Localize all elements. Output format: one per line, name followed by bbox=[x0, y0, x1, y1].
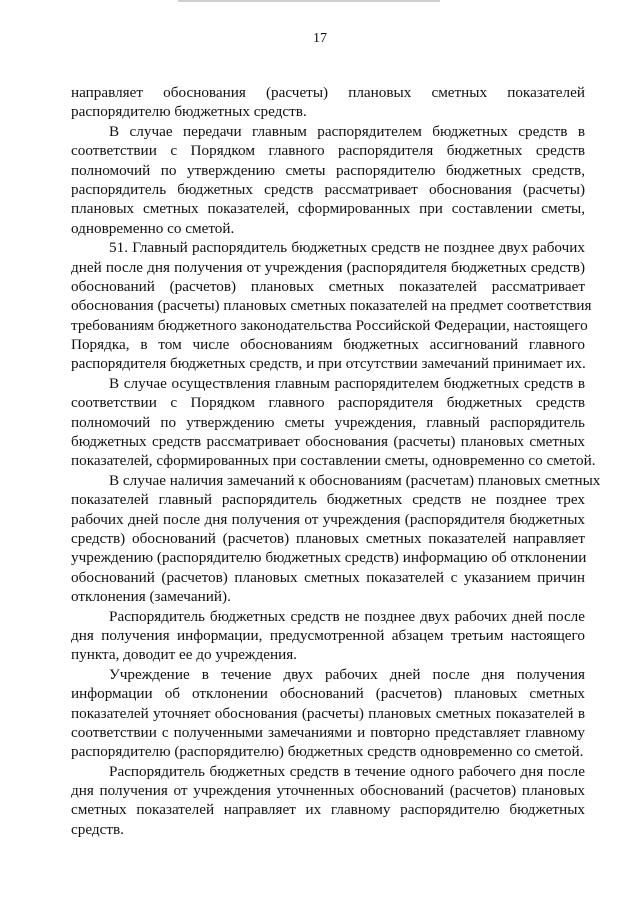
text-line: дня получения информации, предусмотренной абзацем третьим настоящего bbox=[71, 626, 585, 644]
text-line: Распорядитель бюджетных средств не позднее двух рабочих дней после bbox=[109, 607, 585, 625]
text-line: средств. bbox=[71, 820, 124, 838]
text-line: обоснований (расчетов) плановых сметных показателей рассматривает bbox=[71, 277, 585, 295]
text-line: распорядителя бюджетных средств, и при отсутствии замечаний принимает их. bbox=[71, 355, 586, 373]
text-line: полномочий по утверждению сметы распорядителю бюджетных средств, bbox=[71, 161, 585, 179]
text-line: Распорядитель бюджетных средств в течение одного рабочего дня после bbox=[109, 762, 585, 780]
text-line: Порядка, в том числе обоснованиям бюджетных ассигнований главного bbox=[71, 336, 585, 354]
text-line: дня получения от учреждения уточненных обоснований (расчетов) плановых bbox=[71, 782, 585, 800]
text-line: учреждению (распорядителю бюджетных средств) информацию об отклонении bbox=[71, 549, 587, 567]
paragraph bbox=[71, 122, 585, 238]
text-line: сметных показателей направляет их главному распорядителю бюджетных bbox=[71, 801, 585, 819]
paragraph bbox=[71, 238, 592, 374]
text-line: В случае осуществления главным распорядителем бюджетных средств в bbox=[109, 374, 585, 392]
text-line: распорядителю бюджетных средств. bbox=[71, 103, 307, 121]
text-line: соответствии с Порядком главного распорядителя бюджетных средств bbox=[71, 394, 585, 412]
text-line: показателей главный распорядитель бюджетных средств не позднее трех bbox=[71, 491, 585, 509]
paragraph bbox=[71, 607, 585, 665]
text-line: Учреждение в течение двух рабочих дней после дня получения bbox=[109, 665, 585, 683]
text-line: направляет обоснования (расчеты) плановых сметных показателей bbox=[71, 84, 585, 101]
text-line: средств) обоснований (расчетов) плановых сметных показателей направляет bbox=[71, 529, 585, 547]
text-line: соответствии с Порядком главного распорядителя бюджетных средств bbox=[71, 142, 585, 160]
text-line: В случае наличия замечаний к обоснованиям (расчетам) плановых сметных bbox=[109, 471, 601, 489]
text-line: обоснований (расчетов) плановых сметных показателей с указанием причин bbox=[71, 568, 585, 586]
text-line: полномочий по утверждению сметы учреждения, главный распорядитель bbox=[71, 413, 585, 431]
text-line: информации об отклонении обоснований (расчетов) плановых сметных bbox=[71, 685, 585, 703]
text-line: обоснования (расчеты) плановых сметных показателей на предмет соответствия bbox=[71, 297, 592, 315]
paragraph bbox=[71, 374, 596, 471]
text-line: дней после дня получения от учреждения (распорядителя бюджетных средств) bbox=[71, 258, 585, 276]
text-line: плановых сметных показателей, сформированных при составлении сметы, bbox=[71, 200, 585, 218]
text-line: распорядитель бюджетных средств рассматривает обоснования (расчеты) bbox=[71, 180, 585, 198]
text-line: соответствии с полученными замечаниями и повторно представляет главному bbox=[71, 723, 585, 741]
paragraph bbox=[71, 471, 601, 607]
page-top-edge bbox=[178, 0, 440, 2]
text-line: распорядителю (распорядителю) бюджетных средств одновременно со сметой. bbox=[71, 743, 584, 761]
text-line: бюджетных средств рассматривает обоснования (расчеты) плановых сметных bbox=[71, 433, 585, 451]
text-line: требованиям бюджетного законодательства Российской Федерации, настоящего bbox=[71, 316, 588, 334]
text-line: одновременно со сметой. bbox=[71, 219, 235, 237]
text-line: показателей, сформированных при составлении сметы, одновременно со сметой. bbox=[71, 452, 596, 470]
paragraph bbox=[71, 83, 585, 122]
paragraph bbox=[71, 762, 585, 840]
text-line: рабочих дней после дня получения от учреждения (распорядителя бюджетных bbox=[71, 510, 585, 528]
text-line: пункта, доводит ее до учреждения. bbox=[71, 646, 297, 664]
text-line: отклонения (замечаний). bbox=[71, 588, 231, 606]
text-line: 51. Главный распорядитель бюджетных средств не позднее двух рабочих bbox=[109, 239, 585, 257]
paragraph bbox=[71, 665, 585, 762]
text-line: показателей уточняет обоснования (расчеты) плановых сметных показателей в bbox=[71, 704, 585, 722]
page-number: 17 bbox=[313, 31, 327, 46]
document-body bbox=[71, 83, 601, 839]
text-line: В случае передачи главным распорядителем бюджетных средств в bbox=[109, 122, 585, 140]
